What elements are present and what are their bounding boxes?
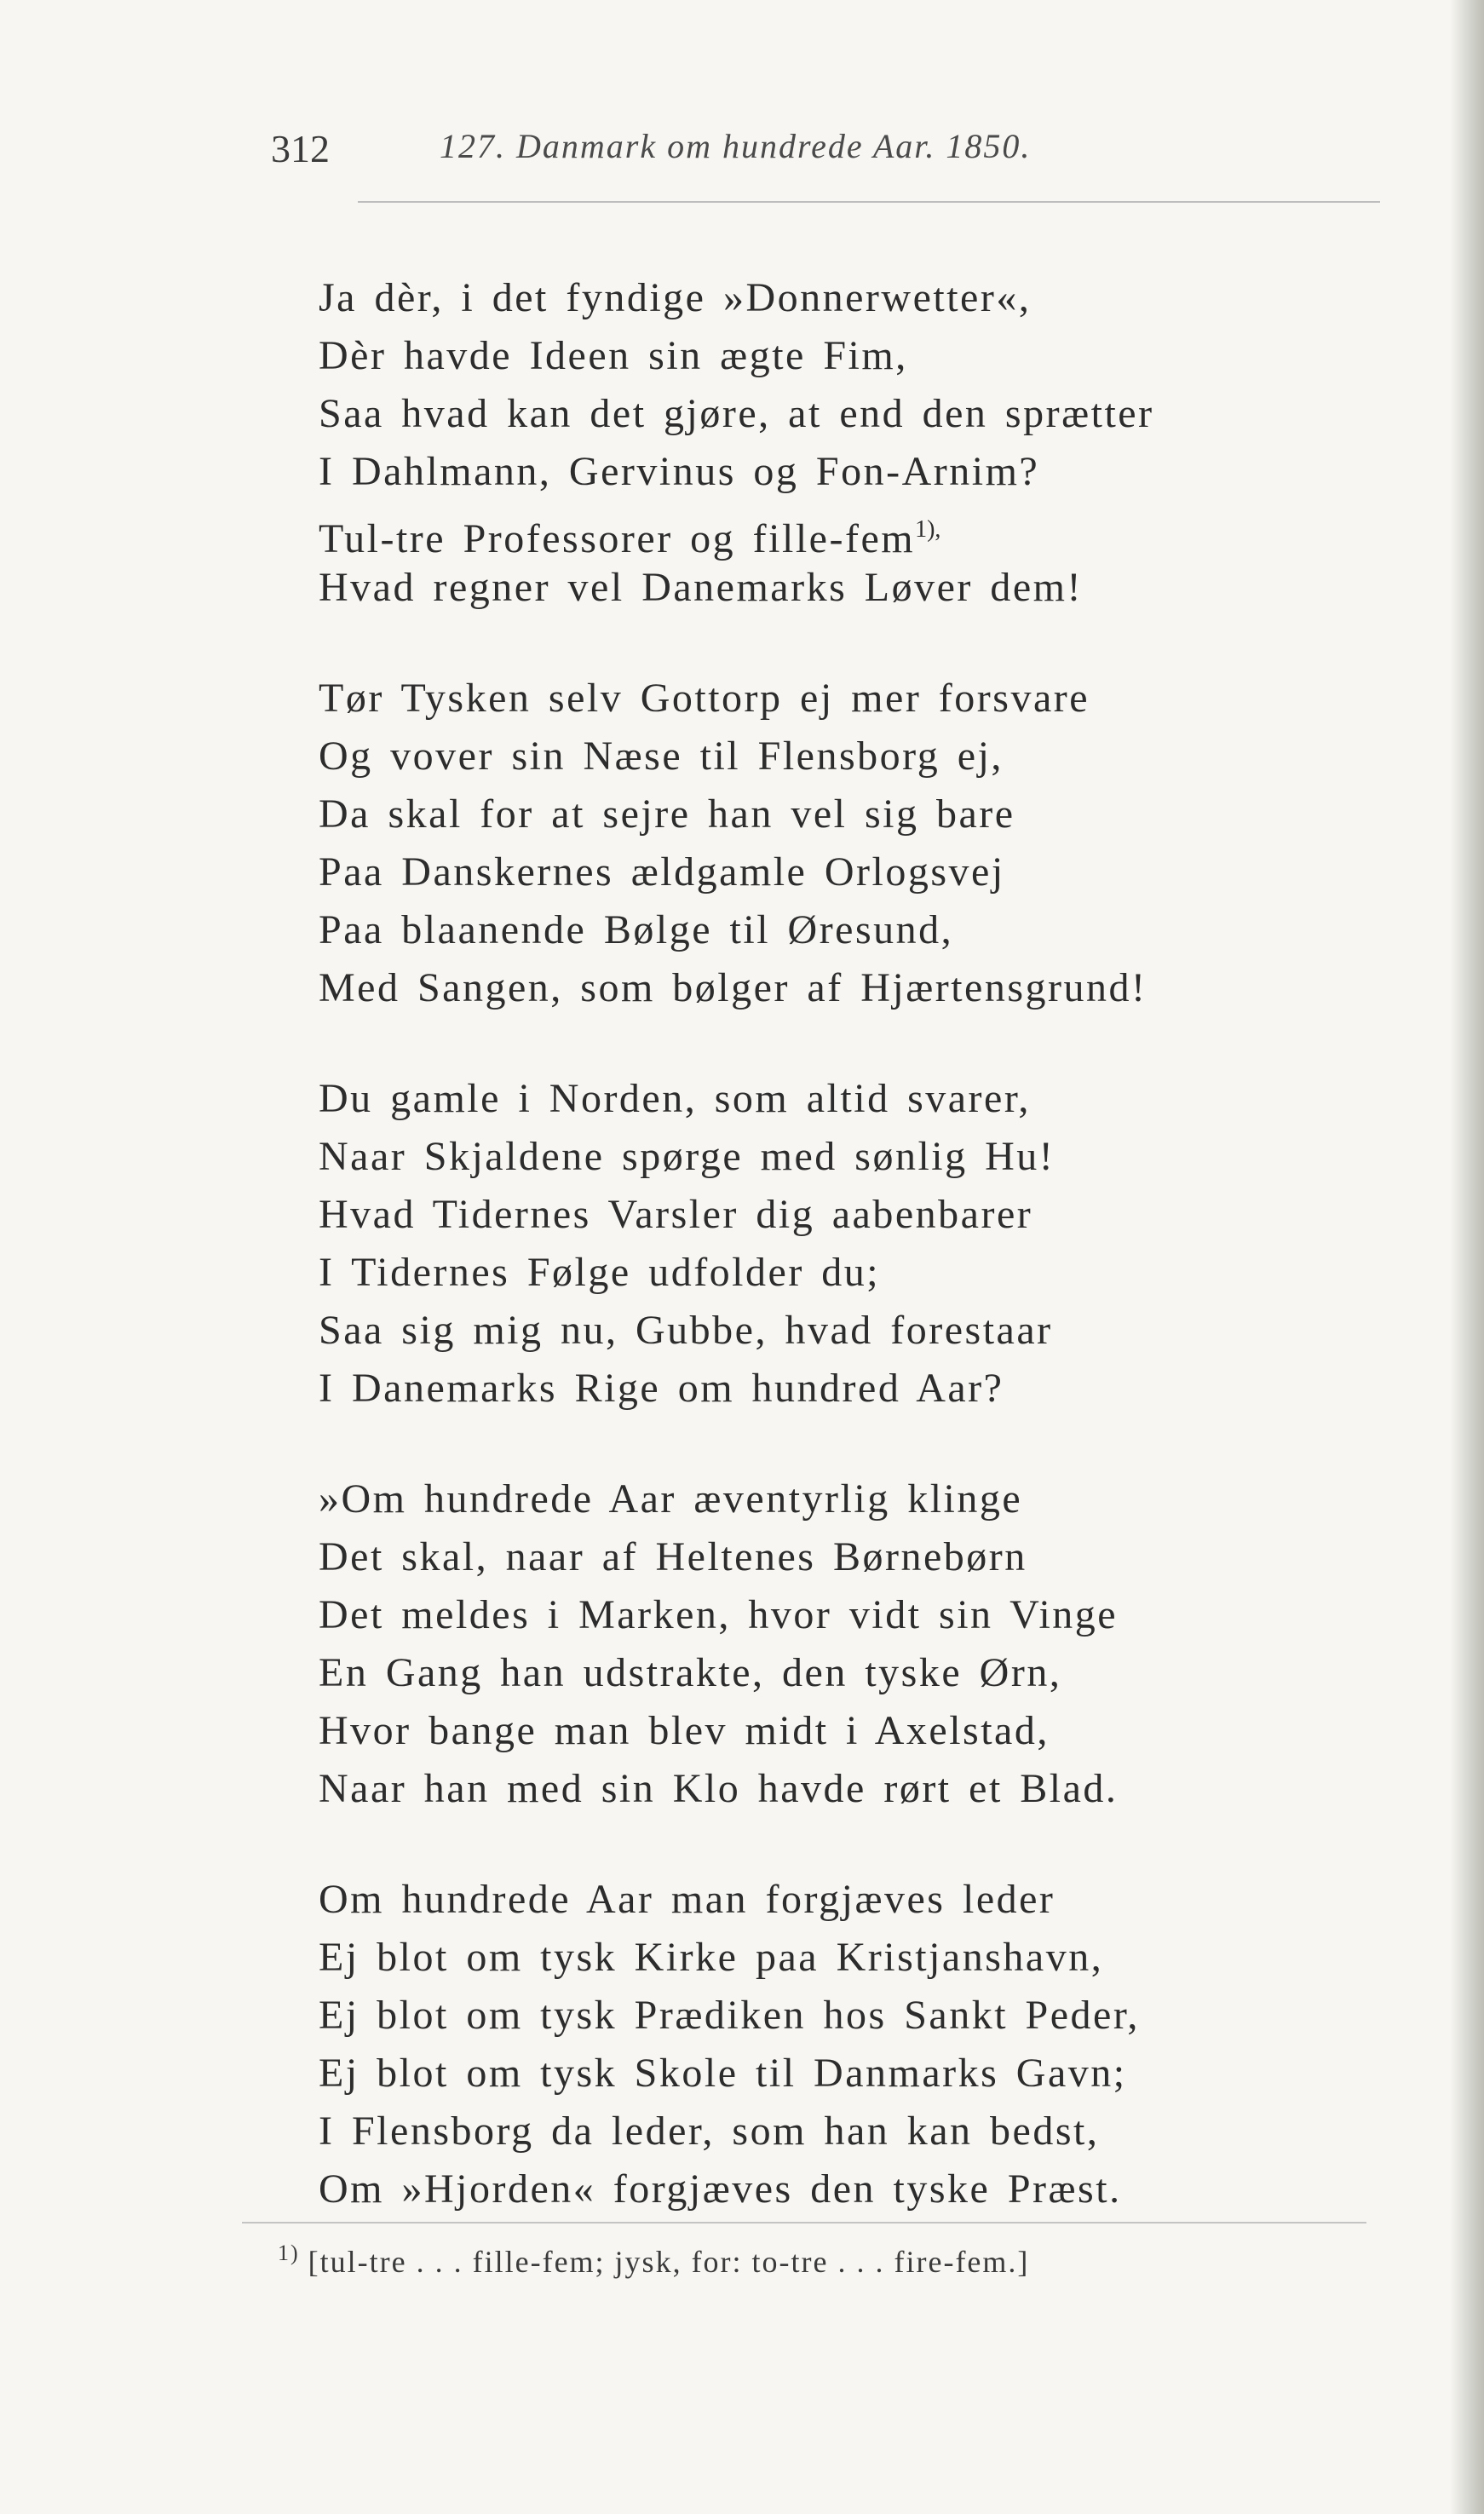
stanza-5 [319,1871,1426,2218]
verse-line: Ja dèr, i det fyndige »Donnerwetter«, [319,275,1032,320]
page-number: 312 [271,127,330,170]
verse-line: Naar Skjaldene spørge med sønlig Hu! [319,1134,1055,1179]
verse-line: I Dahlmann, Gervinus og Fon-Arnim? [319,449,1040,494]
verse-line: Med Sangen, som bølger af Hjærtensgrund! [319,965,1148,1010]
verse-line: Og vover sin Næse til Flensborg ej, [319,733,1004,779]
poem [319,269,1426,2271]
verse-line-with-footnote [319,501,1426,559]
verse-line: »Om hundrede Aar æventyrlig klinge [319,1476,1023,1522]
verse-line: I Danemarks Rige om hundred Aar? [319,1366,1004,1411]
page-edge [1450,0,1484,2514]
page-header [271,126,1378,177]
verse-line: Det skal, naar af Heltenes Børnebørn [319,1534,1027,1579]
verse-line: Saa hvad kan det gjøre, at end den sprætter [319,391,1154,436]
verse-line: Naar han med sin Klo havde rørt et Blad. [319,1766,1119,1811]
verse-line: I Flensborg da leder, som han kan bedst, [319,2108,1100,2154]
verse-line: Ej blot om tysk Skole til Danmarks Gavn; [319,2051,1127,2096]
verse-line: Hvad regner vel Danemarks Løver dem! [319,565,1083,610]
verse-line: I Tidernes Følge udfolder du; [319,1250,881,1295]
verse-line: Paa blaanende Bølge til Øresund, [319,907,954,952]
running-title: 127. Danmark om hundrede Aar. 1850. [440,127,1032,165]
verse-line: Om »Hjorden« forgjæves den tyske Præst. [319,2166,1122,2212]
verse-line: Hvad Tidernes Varsler dig aabenbarer [319,1192,1033,1237]
verse-line: Hvor bange man blev midt i Axelstad, [319,1708,1050,1753]
stanza-4 [319,1470,1426,1818]
footnote-reference[interactable]: 1), [915,516,941,543]
stanza-1 [319,269,1426,617]
verse-line: En Gang han udstrakte, den tyske Ørn, [319,1650,1062,1695]
stanza-3 [319,1070,1426,1418]
verse-line: Tør Tysken selv Gottorp ej mer forsvare [319,676,1090,721]
footnote-number: 1) [278,2241,300,2265]
verse-line: Ej blot om tysk Prædiken hos Sankt Peder, [319,1993,1140,2038]
header-rule [358,201,1380,203]
verse-line: Da skal for at sejre han vel sig bare [319,791,1015,837]
footnote-rule [242,2222,1366,2223]
verse-line: Dèr havde Ideen sin ægte Fim, [319,333,908,378]
verse-line: Du gamle i Norden, som altid svarer, [319,1076,1031,1121]
stanza-2 [319,670,1426,1017]
verse-line: Det meldes i Marken, hvor vidt sin Vinge [319,1592,1119,1637]
footnote-text: [tul-tre . . . fille-fem; jysk, for: to-tre . . . fire-fem.] [308,2245,1030,2279]
footnote [278,2241,1029,2280]
verse-line: Ej blot om tysk Kirke paa Kristjanshavn, [319,1935,1104,1980]
verse-line: Om hundrede Aar man forgjæves leder [319,1877,1055,1922]
verse-line: Saa sig mig nu, Gubbe, hvad forestaar [319,1308,1053,1353]
verse-line: Paa Danskernes ældgamle Orlogsvej [319,849,1005,895]
verse-text: Tul-tre Professorer og fille-fem [319,516,916,561]
